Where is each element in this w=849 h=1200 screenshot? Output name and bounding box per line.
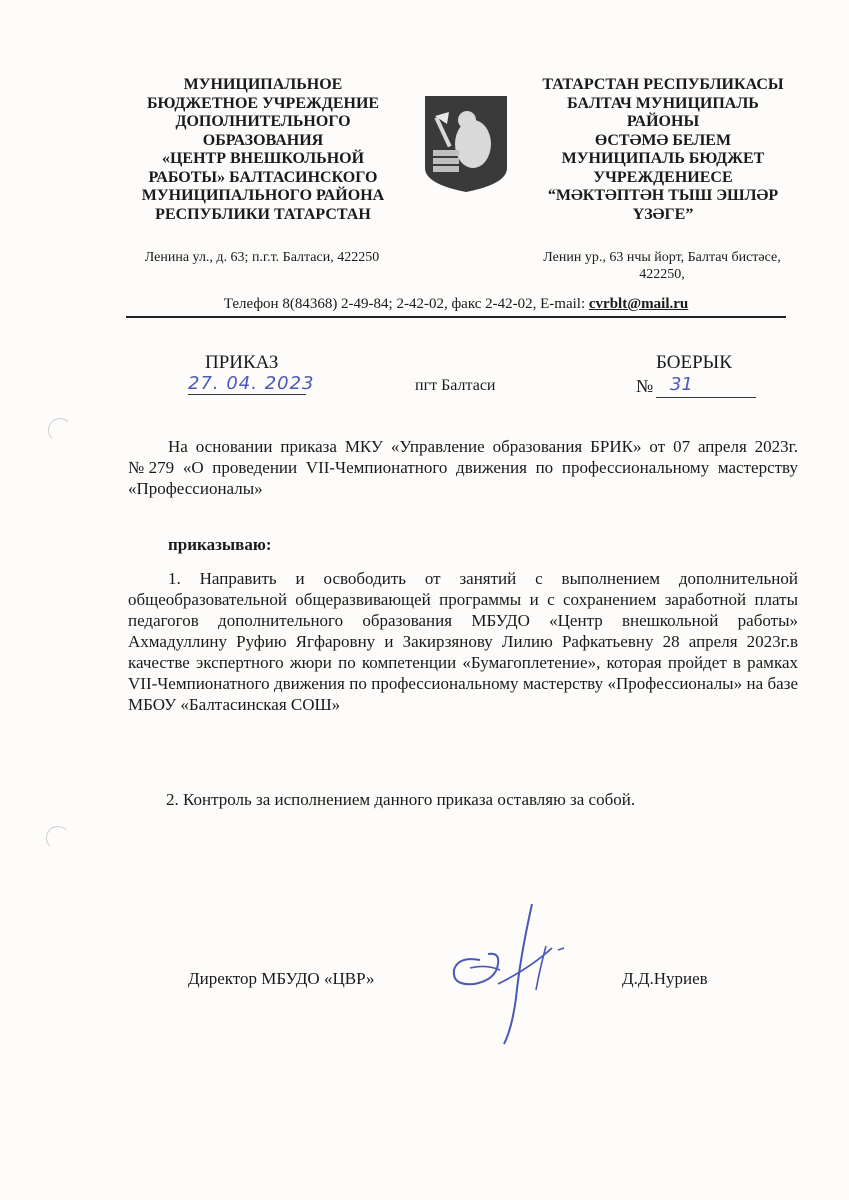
order-item-1: 1. Направить и освободить от занятий с выполнением дополнительной общеобразовательной общеразвивающей программы и с сохранением заработной платы педагогов дополнительного образования МБУДО «Центр внешкольной работы» Ахмадуллину Руфию Ягфаровну и Закирзянову Лилию Рафкатьевну 28 апреля 2023г.в качестве экспертного жюри по компетенции «Бумагоплетение», которая пройдет в рамках VII-Чемпионатного движения по профессиональному мастерству «Профессионалы» на базе МБОУ «Балтасинская СОШ» bbox=[128, 569, 798, 714]
org-name-line: «ЦЕНТР ВНЕШКОЛЬНОЙ bbox=[161, 150, 365, 167]
order-title-tatar: БОЕРЫК bbox=[656, 352, 732, 373]
org-name-line: МУНИЦИПАЛЬНОЕ bbox=[183, 76, 343, 93]
address-tatar: Ленин ур., 63 нчы йорт, Балтач бистәсе, 422250, bbox=[543, 250, 781, 282]
org-name-line: УЧРЕЖДЕНИЕСЕ bbox=[593, 168, 733, 186]
order-place: пгт Балтаси bbox=[415, 377, 496, 394]
contacts-text: Телефон 8(84368) 2-49-84; 2-42-02, факс 2-42-02, E-mail: bbox=[223, 296, 589, 312]
order-number: 31 bbox=[656, 374, 756, 398]
handwritten-signature bbox=[440, 898, 580, 1048]
signatory-position: Директор МБУДО «ЦВР» bbox=[188, 969, 375, 988]
order-word: приказываю: bbox=[168, 535, 272, 554]
order-number-label: № bbox=[636, 376, 654, 396]
org-name-russian bbox=[128, 76, 398, 224]
order-title-russian: ПРИКАЗ bbox=[205, 352, 279, 373]
org-name-tatar bbox=[527, 76, 799, 224]
contacts-line bbox=[126, 295, 786, 313]
org-name-line: ҮЗӘГЕ” bbox=[632, 205, 694, 223]
punch-hole-mark bbox=[46, 826, 70, 850]
org-name-line: РЕСПУБЛИКИ ТАТАРСТАН bbox=[155, 205, 371, 223]
order-item-2: 2. Контроль за исполнением данного приказа оставляю за собой. bbox=[166, 790, 636, 809]
org-name-line: “МӘКТӘПТӘН ТЫШ ЭШЛӘР bbox=[547, 187, 779, 204]
coat-of-arms-bear-icon bbox=[423, 94, 509, 194]
signatory-name: Д.Д.Нуриев bbox=[622, 969, 708, 988]
org-name-line: ТАТАРСТАН РЕСПУБЛИКАСЫ bbox=[542, 76, 784, 93]
org-name-line: МУНИЦИПАЛЬНОГО РАЙОНА bbox=[141, 187, 385, 204]
header-divider bbox=[126, 316, 786, 318]
punch-hole-mark bbox=[48, 418, 72, 442]
preamble-paragraph: На основании приказа МКУ «Управление образования БРИК» от 07 апреля 2023г. №279 «О проведении VII-Чемпионатного движения по профессиональному мастерству «Профессионалы» bbox=[128, 437, 798, 498]
email-link[interactable]: cvrblt@mail.ru bbox=[588, 296, 689, 312]
org-name-line: ӨСТӘМӘ БЕЛЕМ bbox=[594, 131, 732, 149]
order-date: 27. 04. 2023 bbox=[188, 373, 315, 394]
org-name-line: ДОПОЛНИТЕЛЬНОГО bbox=[175, 113, 351, 130]
org-name-line: БЮДЖЕТНОЕ УЧРЕЖДЕНИЕ bbox=[146, 94, 380, 112]
org-name-line: РАБОТЫ» БАЛТАСИНСКОГО bbox=[148, 168, 378, 186]
org-name-line: РАЙОНЫ bbox=[626, 113, 700, 130]
org-name-line: БАЛТАЧ МУНИЦИПАЛЬ bbox=[567, 94, 759, 112]
org-name-line: ОБРАЗОВАНИЯ bbox=[202, 131, 324, 149]
org-name-line: МУНИЦИПАЛЬ БЮДЖЕТ bbox=[561, 150, 765, 167]
address-russian: Ленина ул., д. 63; п.г.т. Балтаси, 422250 bbox=[144, 250, 380, 265]
